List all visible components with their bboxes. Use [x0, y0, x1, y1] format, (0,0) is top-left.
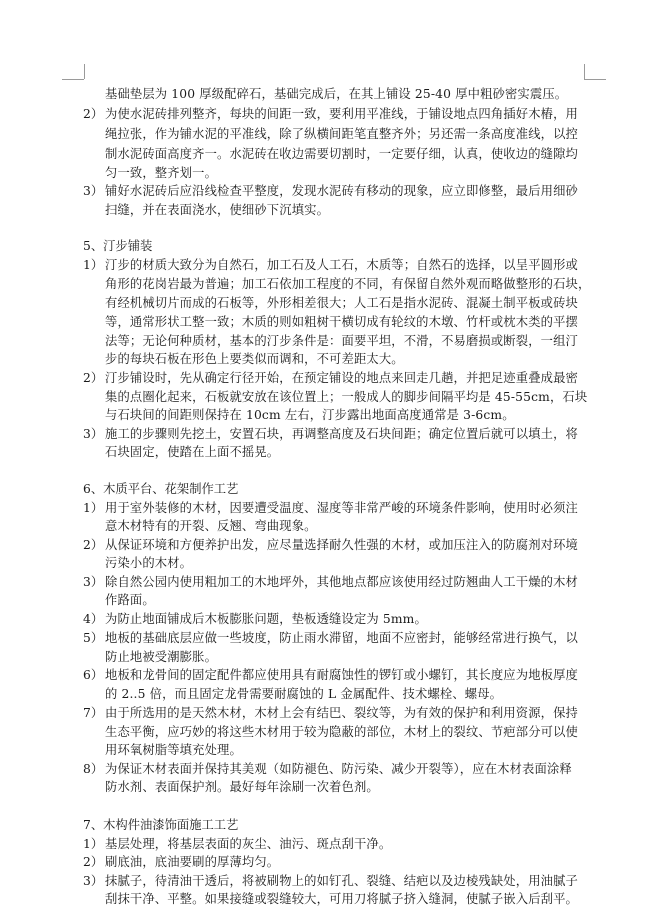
- paragraph-line: 为使水泥砖排列整齐，每块的间距一致，要利用平准线，于铺设地点四角插好木樁，用: [105, 107, 578, 121]
- paragraph-line: 石块固定，使踏在上面不摇晃。: [105, 445, 280, 459]
- item-number: 6）: [83, 668, 104, 682]
- paragraph-line: 防水剂、表面保护剂。最好每年涂刷一次着色剂。: [105, 780, 379, 794]
- paragraph-line: 地板的基础底层应做一些坡度，防止雨水滞留，地面不应密封，能够经常进行换气，以: [105, 631, 578, 645]
- paragraph-line: 刮抹干净、平整。如果接缝或裂缝较大，可用刀将腻子挤入缝洞，使腻子嵌入后刮平。: [105, 892, 578, 906]
- paragraph-line: 除自然公园内使用粗加工的木地坪外，其他地点都应该使用经过防翘曲人工干燥的木材: [105, 575, 578, 589]
- paragraph-line: 由于所选用的是天然木材，木材上会有结巴、裂纹等，为有效的保护和利用资源，保持: [105, 706, 578, 720]
- item-number: 7）: [83, 706, 104, 720]
- paragraph-line: 匀一致，整齐划一。: [105, 166, 218, 180]
- paragraph-line: 角形的花岗岩最为普遍；加工石依加工程度的不同，有保留自然外观而略做整形的石块，: [105, 277, 591, 291]
- paragraph-line: 为保证木材表面并保持其美观（如防褪色、防污染、减少开裂等），应在木材表面涂释: [105, 762, 572, 776]
- item-number: 5）: [83, 631, 104, 645]
- crop-mark-top-left: [62, 79, 84, 80]
- crop-mark-top-right: [584, 79, 606, 80]
- paragraph-line: 污染小的木材。: [105, 556, 193, 570]
- paragraph-line: 意木材特有的开裂、反翘、弯曲现象。: [105, 519, 317, 533]
- item-number: 1）: [83, 837, 104, 851]
- paragraph-line: 的 2..5 倍，而且固定龙骨需要耐腐蚀的 L 金属配件、技术螺栓、螺母。: [105, 687, 503, 701]
- item-number: 1）: [83, 258, 104, 272]
- item-number: 8）: [83, 762, 104, 776]
- paragraph-line: 法等；无论何种质材，基本的汀步条件是：面要平坦，不滑，不易磨损或断裂，一组汀: [105, 334, 578, 348]
- crop-mark-top-left: [84, 64, 85, 79]
- paragraph-line: 地板和龙骨间的固定配件都应使用具有耐腐蚀性的锣钉或小螺钉，其长度应为地板厚度: [105, 668, 578, 682]
- paragraph-line: 汀步的材质大致分为自然石，加工石及人工石，木质等；自然石的选择，以呈平圆形或: [105, 258, 578, 272]
- paragraph-line: 绳拉张，作为铺水泥的平准线，除了纵横间距笔直整齐外；另还需一条高度准线，以控: [105, 127, 578, 141]
- item-number: 3）: [83, 575, 104, 589]
- paragraph-line: 有经机械切片而成的石板等，外形相差很大；人工石是指水泥砖、混凝土制平板或砖块: [105, 296, 578, 310]
- section-heading: 5、汀步铺装: [83, 239, 153, 253]
- paragraph-line: 从保证环境和方便养护出发，应尽量选择耐久性强的木材，或加压注入的防腐剂对环境: [105, 538, 578, 552]
- paragraph-line: 为防止地面铺成后木板膨胀问题，垫板透缝设定为 5mm。: [105, 612, 427, 626]
- paragraph-line: 基层处理，将基层表面的灰尘、油污、斑点刮干净。: [105, 837, 392, 851]
- section-heading: 7、木构件油漆饰面施工工艺: [83, 818, 239, 832]
- item-number: 2）: [83, 371, 104, 385]
- paragraph-line: 作路面。: [105, 593, 155, 607]
- item-number: 3）: [83, 184, 104, 198]
- paragraph-line: 抹腻子，待清油干透后，将被刷物上的如钉孔、裂缝、结疤以及边棱残缺处，用油腻子: [105, 874, 578, 888]
- paragraph-line: 施工的步骤则先挖土，安置石块，再调整高度及石块间距；确定位置后就可以填土，将: [105, 427, 578, 441]
- paragraph-line: 防止地被受潮膨胀。: [105, 650, 218, 664]
- paragraph-line: 制水泥砖面高度齐一。水泥砖在收边需要切割时，一定要仔细，认真，使收边的缝隙均: [105, 147, 578, 161]
- paragraph-line: 生态平衡，应巧妙的将这些木材用于较为隐蔽的部位，木材上的裂纹、节疤部分可以使: [105, 725, 578, 739]
- item-number: 4）: [83, 612, 104, 626]
- item-number: 3）: [83, 874, 104, 888]
- paragraph-line: 基础垫层为 100 厚级配碎石，基础完成后，在其上铺设 25-40 厚中粗砂密实震压。: [105, 87, 568, 101]
- item-number: 2）: [83, 855, 104, 869]
- paragraph-line: 步的每块石板在形色上要类似而调和，不可差距太大。: [105, 352, 404, 366]
- paragraph-line: 扫缝，并在表面浇水，使细砂下沉填实。: [105, 203, 330, 217]
- item-number: 2）: [83, 538, 104, 552]
- paragraph-line: 用于室外装修的木材，因要遭受温度、湿度等非常严峻的环境条件影响，使用时必须注: [105, 501, 578, 515]
- paragraph-line: 刷底油，底油要刷的厚薄均匀。: [105, 855, 280, 869]
- paragraph-line: 汀步铺设时，先从确定行径开始，在预定铺设的地点来回走几趟，并把足迹重叠成最密: [105, 371, 578, 385]
- section-heading: 6、木质平台、花架制作工艺: [83, 482, 239, 496]
- paragraph-line: 与石块间的间距则保持在 10cm 左右，汀步露出地面高度通常是 3-6cm。: [105, 408, 515, 422]
- paragraph-line: 等，通常形状工整一致；木质的则如粗树干横切成有轮纹的木墩、竹杆或枕木类的平摆: [105, 315, 578, 329]
- item-number: 1）: [83, 501, 104, 515]
- paragraph-line: 铺好水泥砖后应沿线检查平整度，发现水泥砖有移动的现象，应立即修整，最后用细砂: [105, 184, 578, 198]
- paragraph-line: 集的点圈化起来，石板就安放在该位置上；一般成人的脚步间隔平均是 45-55cm，石块: [105, 390, 588, 404]
- paragraph-line: 用环氧树脂等填充处理。: [105, 743, 242, 757]
- item-number: 3）: [83, 427, 104, 441]
- crop-mark-top-right: [584, 64, 585, 79]
- item-number: 2）: [83, 107, 104, 121]
